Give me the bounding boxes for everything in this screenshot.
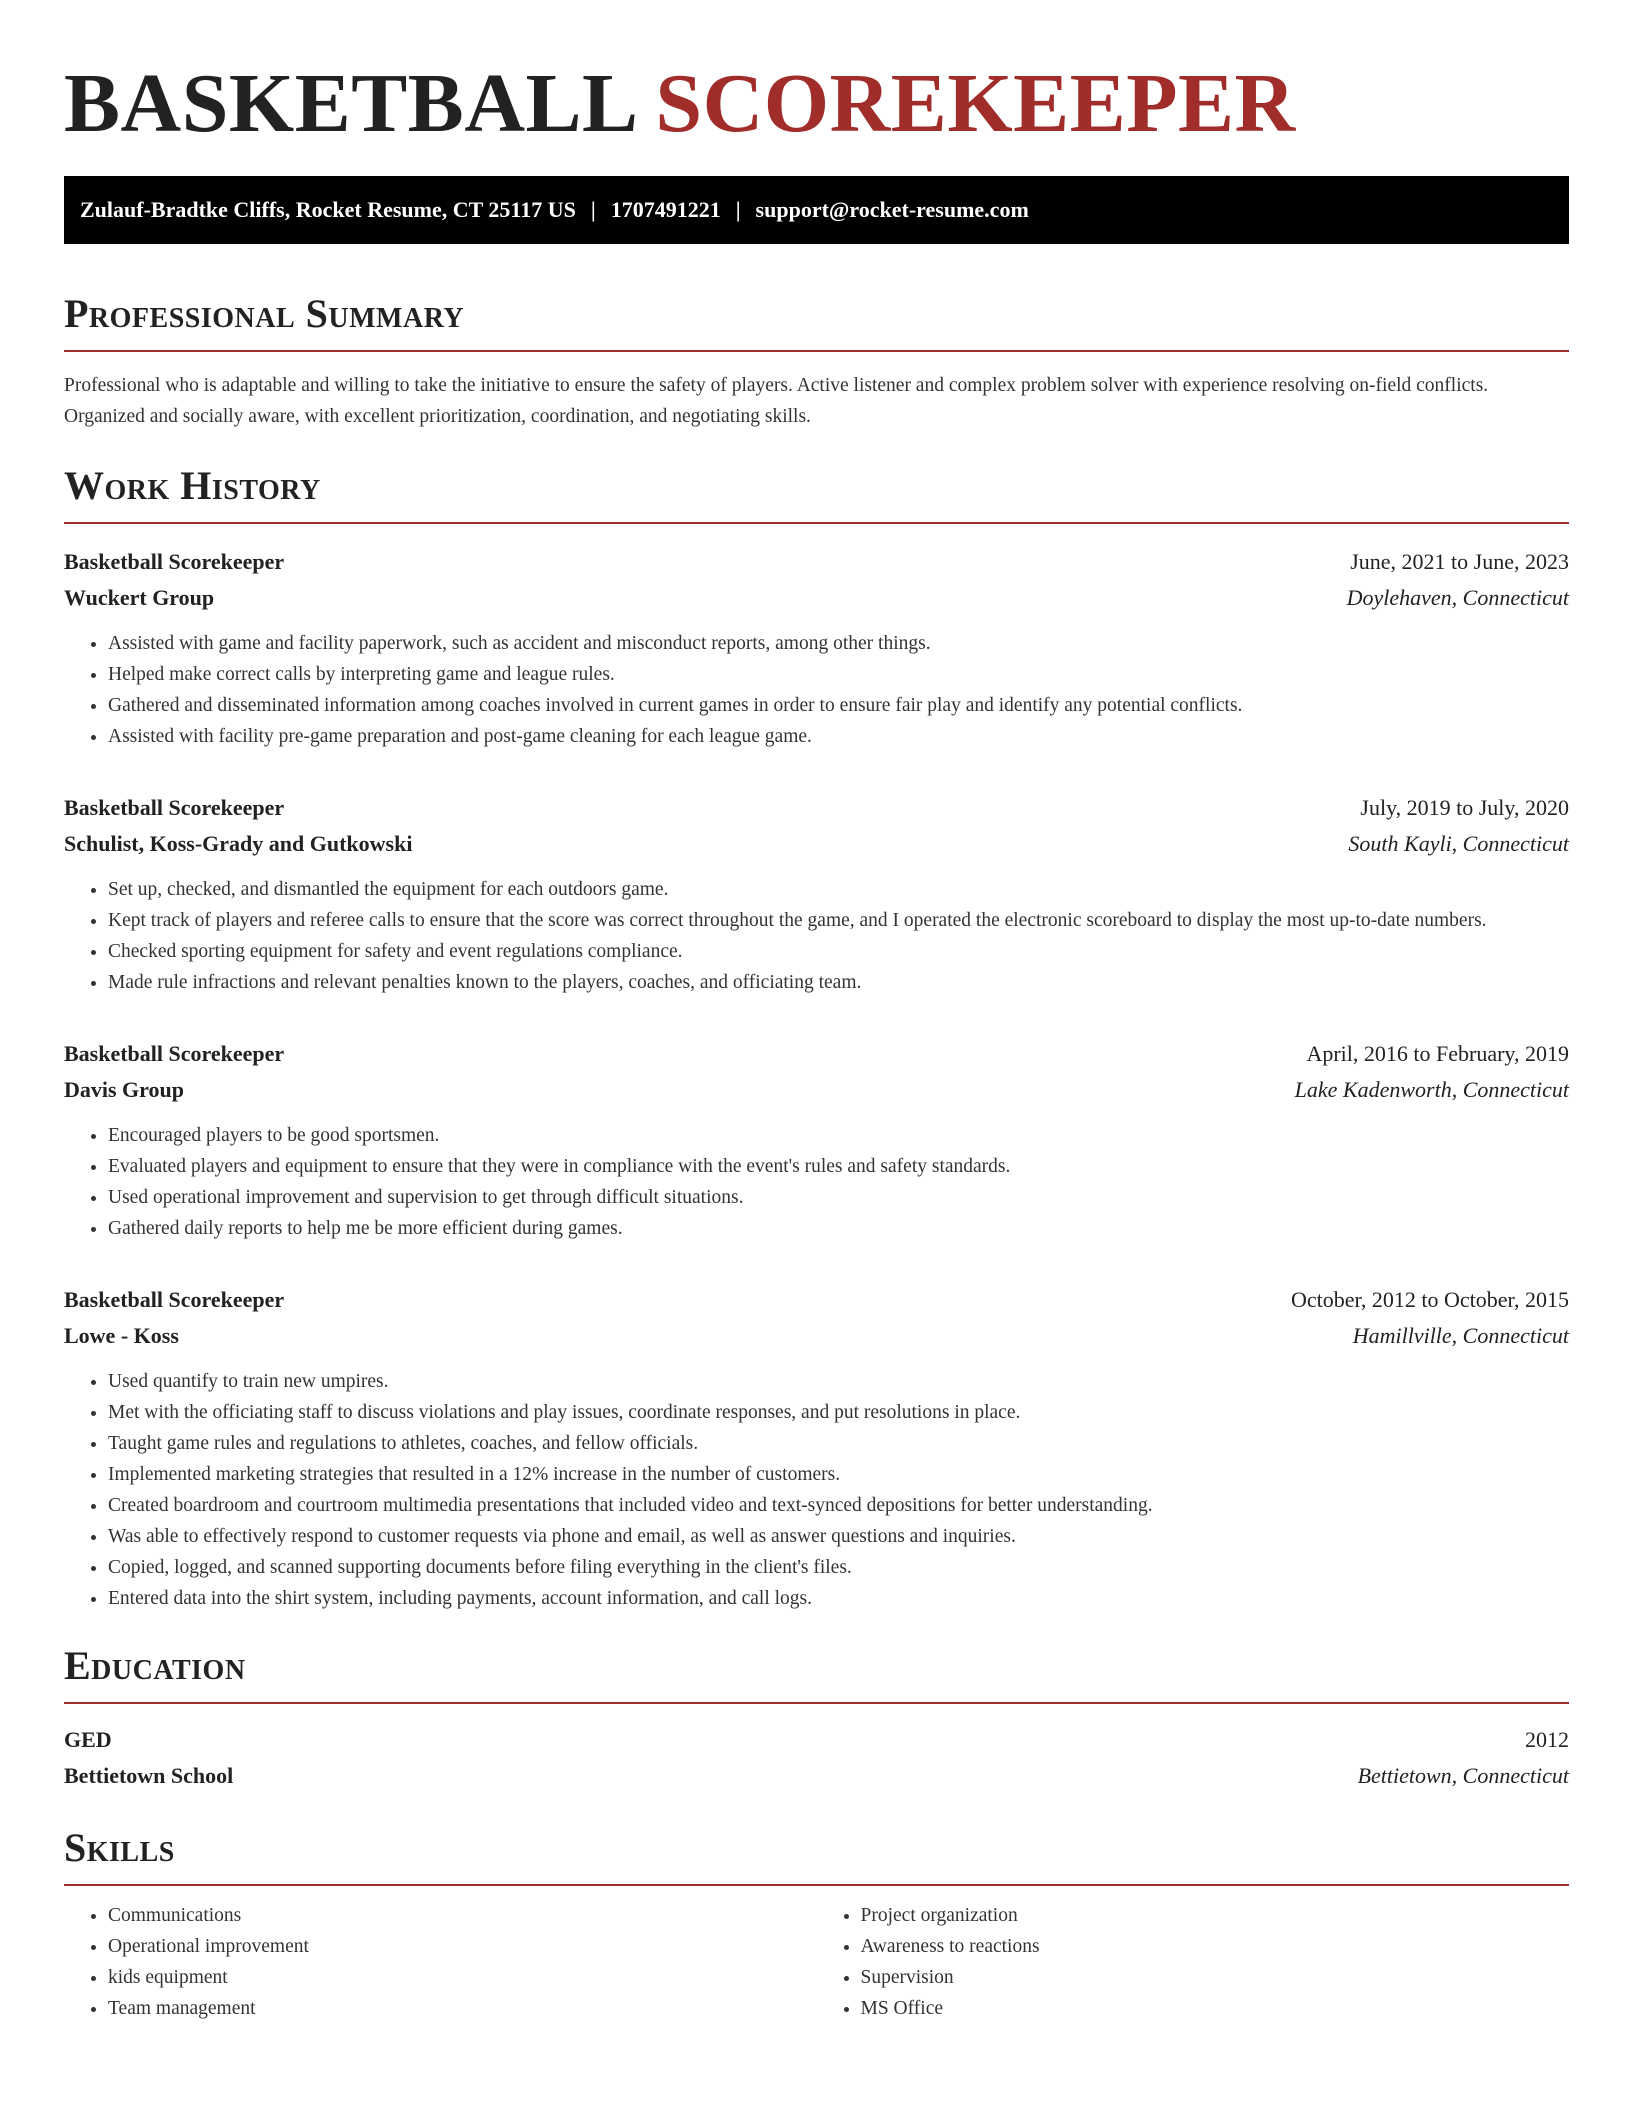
job-entry bbox=[64, 790, 1569, 998]
job-bullet: • Helped make correct calls by interpreting game and league rules. bbox=[108, 659, 1569, 690]
job-bullet: • Encouraged players to be good sportsmen. bbox=[108, 1120, 1569, 1151]
job-bullets bbox=[64, 874, 1569, 998]
job-bullet: • Taught game rules and regulations to athletes, coaches, and fellow officials. bbox=[108, 1428, 1569, 1459]
contact-separator: | bbox=[590, 197, 596, 222]
skill-item: • Team management bbox=[108, 1993, 817, 2024]
job-company: Davis Group bbox=[64, 1077, 185, 1102]
job-bullet: • Met with the officiating staff to discuss violations and play issues, coordinate responses, and put resolutions in place. bbox=[108, 1397, 1569, 1428]
education-degree: GED bbox=[64, 1727, 112, 1752]
section-divider bbox=[64, 1702, 1569, 1704]
job-dates: June, 2021 to June, 2023 bbox=[1350, 549, 1569, 574]
summary-text: Professional who is adaptable and willing to take the initiative to ensure the safety of players. Active listener and complex problem solver with experience resolving on-field conflicts. Organized and socially aware, with excellent prioritization, coordination, and negotiating skills. bbox=[64, 375, 1489, 427]
contact-address: Zulauf-Bradtke Cliffs, Rocket Resume, CT 25117 US bbox=[80, 197, 576, 222]
job-bullet: • Assisted with facility pre-game preparation and post-game cleaning for each league game. bbox=[108, 721, 1569, 752]
work-history-section bbox=[64, 462, 1569, 1614]
skills-column-left bbox=[64, 1900, 817, 2024]
job-company: Lowe - Koss bbox=[64, 1323, 179, 1348]
job-bullet: • Used operational improvement and supervision to get through difficult situations. bbox=[108, 1182, 1569, 1213]
job-entry bbox=[64, 1282, 1569, 1614]
job-bullet: • Evaluated players and equipment to ensure that they were in compliance with the event's rules and safety standards. bbox=[108, 1151, 1569, 1182]
education-location: Bettietown, Connecticut bbox=[1357, 1763, 1569, 1788]
section-divider bbox=[64, 522, 1569, 524]
job-company: Schulist, Koss-Grady and Gutkowski bbox=[64, 831, 413, 856]
section-divider bbox=[64, 1884, 1569, 1886]
job-bullets bbox=[64, 1120, 1569, 1244]
job-bullets bbox=[64, 628, 1569, 752]
job-location: Hamillville, Connecticut bbox=[1352, 1323, 1569, 1348]
job-role: Basketball Scorekeeper bbox=[64, 1041, 285, 1066]
job-bullet: • Entered data into the shirt system, including payments, account information, and call logs. bbox=[108, 1583, 1569, 1614]
skill-item: • Operational improvement bbox=[108, 1931, 817, 1962]
education-section bbox=[64, 1642, 1569, 1794]
name-first: BASKETBALL bbox=[64, 57, 634, 150]
job-dates: July, 2019 to July, 2020 bbox=[1360, 795, 1569, 820]
contact-separator: | bbox=[735, 197, 741, 222]
contact-bar bbox=[64, 176, 1569, 244]
job-bullet: • Gathered daily reports to help me be more efficient during games. bbox=[108, 1213, 1569, 1244]
job-bullet: • Implemented marketing strategies that resulted in a 12% increase in the number of customers. bbox=[108, 1459, 1569, 1490]
education-year: 2012 bbox=[1525, 1727, 1569, 1752]
education-entry bbox=[64, 1722, 1569, 1794]
job-role: Basketball Scorekeeper bbox=[64, 549, 285, 574]
skills-section bbox=[64, 1824, 1569, 2024]
name-last: SCOREKEEPER bbox=[655, 57, 1296, 150]
summary-title: Professional Summary bbox=[64, 291, 465, 336]
skill-item: • Project organization bbox=[861, 1900, 1570, 1931]
skill-item: • MS Office bbox=[861, 1993, 1570, 2024]
education-title: Education bbox=[64, 1643, 246, 1688]
job-bullet: • Assisted with game and facility paperwork, such as accident and misconduct reports, among other things. bbox=[108, 628, 1569, 659]
education-school: Bettietown School bbox=[64, 1763, 234, 1788]
contact-email: support@rocket-resume.com bbox=[755, 197, 1029, 222]
skills-grid bbox=[64, 1900, 1569, 2024]
job-bullet: • Gathered and disseminated information among coaches involved in current games in order to ensure fair play and identify any potential conflicts. bbox=[108, 690, 1569, 721]
job-location: Doylehaven, Connecticut bbox=[1346, 585, 1569, 610]
job-company: Wuckert Group bbox=[64, 585, 215, 610]
job-dates: April, 2016 to February, 2019 bbox=[1306, 1041, 1569, 1066]
section-divider bbox=[64, 350, 1569, 352]
job-bullet: • Used quantify to train new umpires. bbox=[108, 1366, 1569, 1397]
job-bullet: • Created boardroom and courtroom multimedia presentations that included video and text-synced depositions for better understanding. bbox=[108, 1490, 1569, 1521]
skills-title: Skills bbox=[64, 1825, 175, 1870]
job-bullet: • Kept track of players and referee calls to ensure that the score was correct throughout the game, and I operated the electronic scoreboard to display the most up-to-date numbers. bbox=[108, 905, 1569, 936]
summary-section bbox=[64, 290, 1569, 432]
skill-item: • Awareness to reactions bbox=[861, 1931, 1570, 1962]
skill-item: • Supervision bbox=[861, 1962, 1570, 1993]
skill-item: • Communications bbox=[108, 1900, 817, 1931]
job-bullets bbox=[64, 1366, 1569, 1614]
job-bullet: • Copied, logged, and scanned supporting documents before filing everything in the client's files. bbox=[108, 1552, 1569, 1583]
job-entry bbox=[64, 1036, 1569, 1244]
job-bullet: • Set up, checked, and dismantled the equipment for each outdoors game. bbox=[108, 874, 1569, 905]
job-dates: October, 2012 to October, 2015 bbox=[1290, 1287, 1569, 1312]
skill-item: • kids equipment bbox=[108, 1962, 817, 1993]
job-role: Basketball Scorekeeper bbox=[64, 795, 285, 820]
work-history-title: Work History bbox=[64, 463, 321, 508]
contact-phone: 1707491221 bbox=[610, 197, 721, 222]
job-entry bbox=[64, 544, 1569, 752]
job-location: South Kayli, Connecticut bbox=[1348, 831, 1569, 856]
resume-page bbox=[64, 56, 1569, 2024]
resume-name bbox=[64, 56, 1569, 156]
job-location: Lake Kadenworth, Connecticut bbox=[1294, 1077, 1569, 1102]
skills-column-right bbox=[817, 1900, 1570, 2024]
job-bullet: • Was able to effectively respond to customer requests via phone and email, as well as answer questions and inquiries. bbox=[108, 1521, 1569, 1552]
job-role: Basketball Scorekeeper bbox=[64, 1287, 285, 1312]
job-bullet: • Made rule infractions and relevant penalties known to the players, coaches, and officiating team. bbox=[108, 967, 1569, 998]
job-bullet: • Checked sporting equipment for safety and event regulations compliance. bbox=[108, 936, 1569, 967]
